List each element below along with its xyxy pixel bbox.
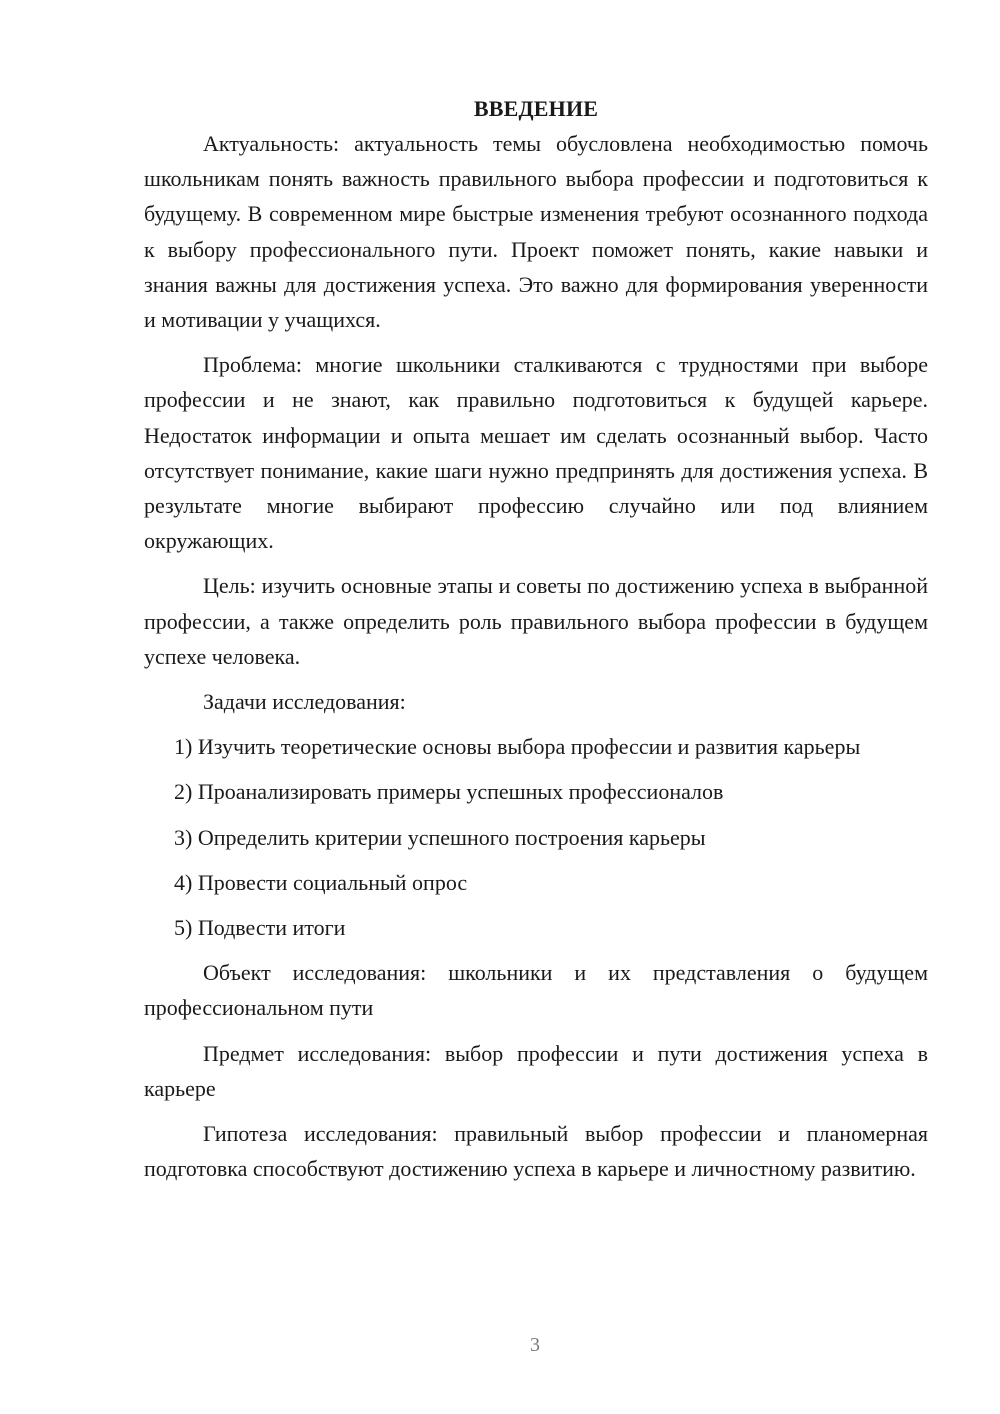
relevance-paragraph: Актуальность: актуальность темы обусловлена необходимостью помочь школьникам понять важность правильного выбора профессии и подготовиться к будущему. В современном мире быстрые изменения требуют осознанного подхода к выбору профессионального пути. Проект поможет понять, какие навыки и знания важны для достижения успеха. Это важно для формирования уверенности и мотивации у учащихся. [144, 131, 928, 333]
page-number: 3 [530, 1334, 540, 1356]
problem-paragraph: Проблема: многие школьники сталкиваются с трудностями при выборе профессии и не знают, как правильно подготовиться к будущей карьере. Недостаток информации и опыта мешает им сделать осознанный выбор. Часто отсутствует понимание, какие шаги нужно предпринять для достижения успеха. В результате многие выбирают профессию случайно или под влиянием окружающих. [144, 352, 928, 554]
goal-paragraph: Цель: изучить основные этапы и советы по достижению успеха в выбранной профессии, а также определить роль правильного выбора профессии в будущем успехе человека. [144, 573, 928, 669]
object-paragraph: Объект исследования: школьники и их представления о будущем профессиональном пути [144, 960, 928, 1021]
hypothesis-paragraph: Гипотеза исследования: правильный выбор профессии и планомерная подготовка способствуют достижению успеха в карьере и личностному развитию. [144, 1121, 928, 1182]
task-item-3: 3) Определить критерии успешного построения карьеры [174, 824, 706, 850]
page-content [144, 92, 928, 1196]
task-item-5: 5) Подвести итоги [174, 915, 346, 941]
subject-paragraph: Предмет исследования: выбор профессии и пути достижения успеха в карьере [144, 1040, 928, 1101]
tasks-heading: Задачи исследования: [203, 689, 406, 715]
page-title: ВВЕДЕНИЕ [473, 96, 599, 121]
task-item-2: 2) Проанализировать примеры успешных профессионалов [174, 779, 724, 805]
task-item-4: 4) Провести социальный опрос [174, 869, 468, 895]
task-item-1: 1) Изучить теоретические основы выбора профессии и развития карьеры [174, 734, 861, 760]
